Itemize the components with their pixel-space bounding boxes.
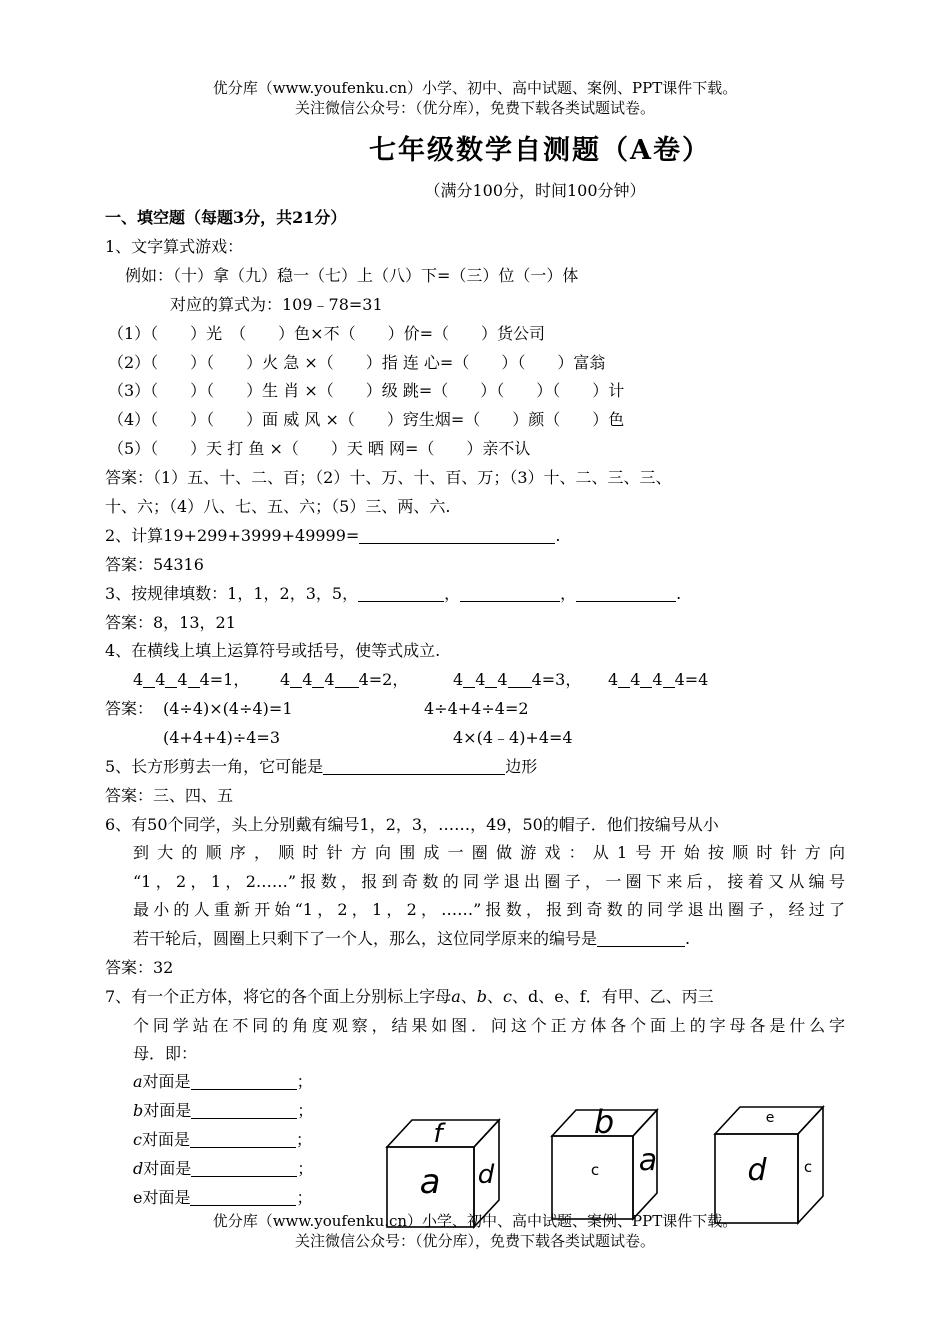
q4-num: 4 <box>630 670 641 689</box>
q7-line-1b: 、d、e、f．有甲、乙、丙三 <box>511 987 714 1006</box>
q7-fill-end: ； <box>296 1188 313 1207</box>
q4-num: 4 <box>133 670 144 689</box>
q4-result: =3， <box>541 670 582 689</box>
q7-fill-letter: d <box>133 1159 144 1178</box>
q1-item-1: （1）（ ）光 （ ）色×不（ ）价=（ ）货公司 <box>108 324 545 343</box>
q7-facing-label: 对面是 <box>142 1188 191 1207</box>
q7-line-2: 个同学站在不同的角度观察，结果如图．问这个正方体各个面上的字母各是什么字 <box>133 1016 845 1035</box>
q4-blank[interactable] <box>640 669 652 688</box>
q7-fill-c <box>133 1126 312 1154</box>
q3-blank-1[interactable] <box>358 583 444 602</box>
q4-equation-2 <box>280 666 408 694</box>
q7-fill-letter: a <box>133 1072 143 1091</box>
q4-result: =1， <box>209 670 250 689</box>
q4-num: 4 <box>674 670 685 689</box>
page-subtitle: （满分100分，时间100分钟） <box>424 181 646 200</box>
q4-blank[interactable] <box>663 669 675 688</box>
q4-blank[interactable] <box>290 669 302 688</box>
cube-2-side-label: a <box>638 1143 658 1178</box>
q4-num: 4 <box>358 670 369 689</box>
q4-answer-a: (4÷4)×(4÷4)=1 <box>163 699 293 718</box>
q4-num: 4 <box>280 670 291 689</box>
q7-facing-label: 对面是 <box>142 1072 191 1091</box>
q4-equation-3 <box>453 666 581 694</box>
footer-line-1: 优分库（www.youfenku.cn）小学、初中、高中试题、案例、PPT课件下载。 <box>212 1212 738 1230</box>
q1-stem: 1、文字算式游戏： <box>105 237 244 256</box>
q7-sep: 、 <box>487 987 504 1006</box>
cube-3-side-label: c <box>803 1158 813 1176</box>
page-title: 七年级数学自测题（A卷） <box>369 135 711 166</box>
q7-fill-d <box>133 1155 313 1183</box>
q6-line-2: 到大的顺序，顺时针方向围成一圈做游戏：从1号开始按顺时针方向 <box>133 843 845 862</box>
q3-blank-2[interactable] <box>460 583 560 602</box>
q4-blank[interactable] <box>618 669 630 688</box>
q7-sep: 、 <box>460 987 477 1006</box>
q4-blank[interactable] <box>508 669 532 688</box>
q3-blank-3[interactable] <box>576 583 676 602</box>
q7-fill-letter: c <box>133 1130 142 1149</box>
q7-fill-end: ； <box>297 1159 314 1178</box>
q6-blank[interactable] <box>597 928 685 947</box>
q3-line <box>105 580 681 608</box>
q7-fill-end: ； <box>297 1101 314 1120</box>
q4-blank[interactable] <box>463 669 475 688</box>
q7-facing-label: 对面是 <box>141 1130 190 1149</box>
q6-end: . <box>685 929 691 948</box>
q1-formula: 对应的算式为：109﹣78=31 <box>170 295 383 314</box>
q1-item-5: （5）（ ）天 打 鱼 ×（ ）天 晒 网=（ ）亲不认 <box>108 439 531 458</box>
q6-line-1: 6、有50个同学，头上分别戴有编号1，2，3，……，49，50的帽子．他们按编号从小 <box>105 815 719 834</box>
q7-fill-a <box>133 1068 313 1096</box>
q2-stem: 2、计算19+299+3999+49999= <box>105 526 360 545</box>
q4-blank[interactable] <box>188 669 200 688</box>
q6-line-4: 最小的人重新开始“1，2，1，2，……”报数，报到奇数的同学退出圈子，经过了 <box>133 900 845 919</box>
q4-num: 4 <box>177 670 188 689</box>
q6-line-5 <box>133 925 690 953</box>
q5-end: 边形 <box>505 757 538 776</box>
cube-1-top-face <box>387 1120 499 1147</box>
q7-letter-b: b <box>476 987 487 1006</box>
q7-letter-c: c <box>503 987 512 1006</box>
q4-blank[interactable] <box>335 669 359 688</box>
q4-num: 4 <box>608 670 619 689</box>
q7-fill-letter: b <box>133 1101 144 1120</box>
q3-answer: 答案：8，13，21 <box>105 613 236 632</box>
q7-facing-label: 对面是 <box>143 1101 192 1120</box>
q3-stem: 3、按规律填数：1，1，2，3，5， <box>105 584 359 603</box>
q4-num: 4 <box>475 670 486 689</box>
q1-item-4: （4）（ ）（ ）面 威 风 ×（ ）窍生烟=（ ）颜（ ）色 <box>108 410 625 429</box>
q7-fill-blank[interactable] <box>191 1100 297 1119</box>
q6-line-5-text: 若干轮后，圆圈上只剩下了一个人，那么，这位同学原来的编号是 <box>133 929 598 948</box>
section-heading: 一、填空题（每题3分，共21分） <box>105 208 347 227</box>
q1-item-3: （3）（ ）（ ）生 肖 ×（ ）级 跳=（ ）（ ）（ ）计 <box>108 381 625 400</box>
q5-blank[interactable] <box>323 756 505 775</box>
cube-1-front-label: a <box>419 1162 441 1202</box>
q7-fill-b <box>133 1097 313 1125</box>
q3-end: . <box>676 584 682 603</box>
cube-2-front-label: c <box>590 1161 600 1179</box>
q4-answer-c: (4+4+4)÷4=3 <box>163 728 281 747</box>
q7-fill-blank[interactable] <box>191 1071 297 1090</box>
q4-equation-4 <box>608 666 708 694</box>
q7-fill-blank[interactable] <box>190 1187 296 1206</box>
q4-blank[interactable] <box>485 669 497 688</box>
q3-sep-2: ， <box>560 584 577 603</box>
q7-fill-end: ； <box>296 1072 313 1091</box>
q1-example: 例如：（十）拿（九）稳一（七）上（八）下=（三）位（一）体 <box>125 266 579 285</box>
cube-1-top-label: f <box>433 1119 443 1149</box>
cube-2-top-label: b <box>593 1103 615 1141</box>
q1-answer-line-1: 答案：（1）五、十、二、百；（2）十、万、十、百、万；（3）十、二、三、三、 <box>105 468 672 487</box>
q7-facing-label: 对面是 <box>143 1159 192 1178</box>
q2-blank[interactable] <box>359 525 555 544</box>
q7-fill-letter: e <box>133 1188 143 1207</box>
q4-num: 4 <box>302 670 313 689</box>
q1-item-2: （2）（ ）（ ）火 急 ×（ ）指 连 心=（ ）（ ）富翁 <box>108 353 606 372</box>
q2-answer: 答案：54316 <box>105 555 204 574</box>
q4-answer-d: 4×(4﹣4)+4=4 <box>453 728 573 747</box>
cube-3-front-label: d <box>747 1153 767 1188</box>
q4-answer-b: 4÷4+4÷4=2 <box>424 699 529 718</box>
q7-line-1 <box>105 983 714 1011</box>
q4-answer-label: 答案： <box>105 699 154 718</box>
header-line-2: 关注微信公众号：（优分库），免费下载各类试题试卷。 <box>294 99 655 117</box>
q4-equation-1 <box>133 666 249 694</box>
q4-num: 4 <box>324 670 335 689</box>
q2-end: . <box>555 526 561 545</box>
q4-num: 4 <box>531 670 542 689</box>
q4-num: 4 <box>652 670 663 689</box>
q4-num: 4 <box>453 670 464 689</box>
q4-num: 4 <box>155 670 166 689</box>
q4-blank[interactable] <box>143 669 155 688</box>
q7-line-1a: 7、有一个正方体，将它的各个面上分别标上字母 <box>105 987 452 1006</box>
q7-letter-a: a <box>451 987 461 1006</box>
q7-fill-end: ； <box>295 1130 312 1149</box>
q4-stem: 4、在横线上填上运算符号或括号，使等式成立. <box>105 641 441 660</box>
q6-answer: 答案：32 <box>105 958 174 977</box>
cube-1-side-label: d <box>477 1160 495 1190</box>
q4-result: =2， <box>368 670 409 689</box>
q6-line-3: “1，2，1，2……”报数，报到奇数的同学退出圈子，一圈下来后，接着又从编号 <box>133 872 845 891</box>
q4-num: 4 <box>497 670 508 689</box>
header-line-1: 优分库（www.youfenku.cn）小学、初中、高中试题、案例、PPT课件下载。 <box>212 79 738 97</box>
q5-stem: 5、长方形剪去一角，它可能是 <box>105 757 324 776</box>
cube-3-top-label: e <box>765 1110 775 1126</box>
q4-num: 4 <box>199 670 210 689</box>
q3-sep-1: ， <box>444 584 461 603</box>
footer-line-2: 关注微信公众号：（优分库），免费下载各类试题试卷。 <box>294 1232 655 1250</box>
q5-answer: 答案：三、四、五 <box>105 786 234 805</box>
q7-fill-blank[interactable] <box>191 1158 297 1177</box>
q5-line <box>105 753 537 781</box>
q7-line-3: 母．即： <box>133 1044 198 1063</box>
q7-fill-blank[interactable] <box>190 1129 296 1148</box>
q4-blank[interactable] <box>312 669 324 688</box>
q4-result: =4 <box>684 670 709 689</box>
q7-fill-e <box>133 1184 313 1212</box>
q4-blank[interactable] <box>165 669 177 688</box>
q1-answer-line-2: 十、六；（4）八、七、五、六；（5）三、两、六. <box>105 497 451 516</box>
q2-line <box>105 522 560 550</box>
